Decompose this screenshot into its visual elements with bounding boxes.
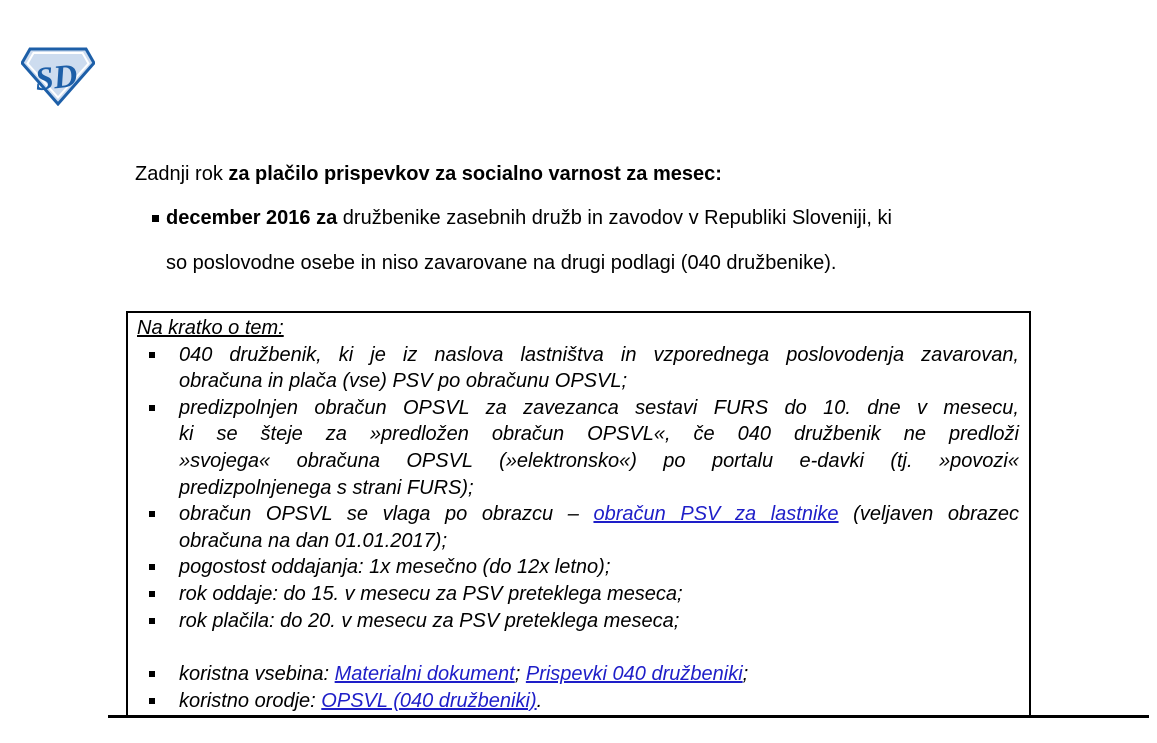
text-run: ;	[514, 663, 526, 686]
text-line	[179, 368, 1019, 395]
text-line	[179, 528, 1019, 555]
text-run: so poslovodne osebe in niso zavarovane na drugi podlagi (040 družbenike).	[166, 252, 837, 274]
link-prispevki-040-druzbeniki[interactable]: Prispevki 040 družbeniki	[525, 663, 743, 686]
box-bullet-item	[137, 661, 1019, 688]
text-run: december 2016 za	[166, 207, 338, 229]
box-bullet-item	[137, 501, 1019, 554]
text-line	[179, 448, 1019, 475]
text-run: koristna vsebina:	[179, 663, 335, 686]
text-run: rok oddaje: do 15. v mesecu za PSV preteklega meseca;	[179, 582, 683, 605]
bullet-square-icon	[149, 511, 155, 517]
text-line	[166, 241, 1050, 286]
text-line	[179, 608, 1019, 635]
box-bullet-item	[137, 688, 1019, 715]
text-line	[179, 421, 1019, 448]
text-run: družbenike zasebnih družb in zavodov v Republiki Sloveniji, ki	[337, 207, 892, 229]
bullet-square-icon	[152, 215, 159, 222]
text-run: predizpolnjen obračun OPSVL za zavezanca sestavi FURS do 10. dne v mesecu,	[179, 396, 1019, 419]
text-run: pogostost oddajanja: 1x mesečno (do 12x letno);	[179, 556, 611, 579]
text-run: obračuna in plača (vse) PSV po obračunu OPSVL;	[179, 370, 628, 393]
link-obracun-psv-za-lastnike[interactable]: obračun PSV za lastnike	[593, 503, 839, 526]
text-run: ;	[742, 663, 749, 686]
sd-diamond-logo	[21, 46, 95, 106]
text-line	[179, 661, 1019, 688]
bullet-square-icon	[149, 698, 155, 704]
text-line	[179, 554, 1019, 581]
text-run: koristno orodje:	[179, 689, 322, 712]
bullet-square-icon	[149, 564, 155, 570]
box-bullet-item	[137, 608, 1019, 635]
intro-bullet	[135, 196, 1050, 286]
box-bullet-item	[137, 581, 1019, 608]
box-title: Na kratko o tem:	[137, 317, 284, 339]
bullet-square-icon	[149, 618, 155, 624]
text-line	[179, 395, 1019, 422]
box-bullet-item	[137, 554, 1019, 581]
text-run: 040 družbenik, ki je iz naslova lastništva in vzporednega poslovodenja zavarovan,	[179, 343, 1019, 366]
box-bullet-item	[137, 342, 1019, 395]
text-run: ki se šteje za »predložen obračun OPSVL«, če 040 družbenik ne predloži	[179, 423, 1019, 446]
box-bullet-list	[137, 342, 1019, 715]
text-run: rok plačila: do 20. v mesecu za PSV preteklega meseca;	[179, 609, 680, 632]
text-line	[179, 342, 1019, 369]
bottom-rule	[108, 715, 1149, 718]
bullet-square-icon	[149, 405, 155, 411]
page-title	[135, 163, 1065, 186]
text-run: »svojega« obračuna OPSVL (»elektronsko«) po portalu e-davki (tj. »povozi«	[179, 449, 1019, 472]
page-title-bold: za plačilo prispevkov za socialno varnost za mesec:	[228, 163, 722, 185]
text-line	[179, 688, 1019, 715]
text-run: .	[536, 689, 543, 712]
box-bullet-item	[137, 395, 1019, 501]
summary-box	[126, 311, 1031, 715]
text-line	[179, 581, 1019, 608]
text-line	[166, 196, 1050, 241]
bullet-square-icon	[149, 591, 155, 597]
text-run: obračuna na dan 01.01.2017);	[179, 529, 447, 552]
text-run: (veljaven obrazec	[838, 503, 1020, 526]
text-run: predizpolnjenega s strani FURS);	[179, 476, 474, 499]
bullet-square-icon	[149, 671, 155, 677]
link-opsvl-040-druzbeniki[interactable]: OPSVL (040 družbeniki)	[321, 689, 537, 712]
page-title-regular: Zadnji rok	[135, 163, 229, 185]
text-line	[179, 501, 1019, 528]
text-run: obračun OPSVL se vlaga po obrazcu –	[179, 503, 594, 526]
bullet-square-icon	[149, 352, 155, 358]
intro-bullet-text	[166, 196, 1050, 286]
link-materialni-dokument[interactable]: Materialni dokument	[334, 663, 515, 686]
text-line	[179, 475, 1019, 502]
logo-letters: SD	[33, 58, 80, 99]
